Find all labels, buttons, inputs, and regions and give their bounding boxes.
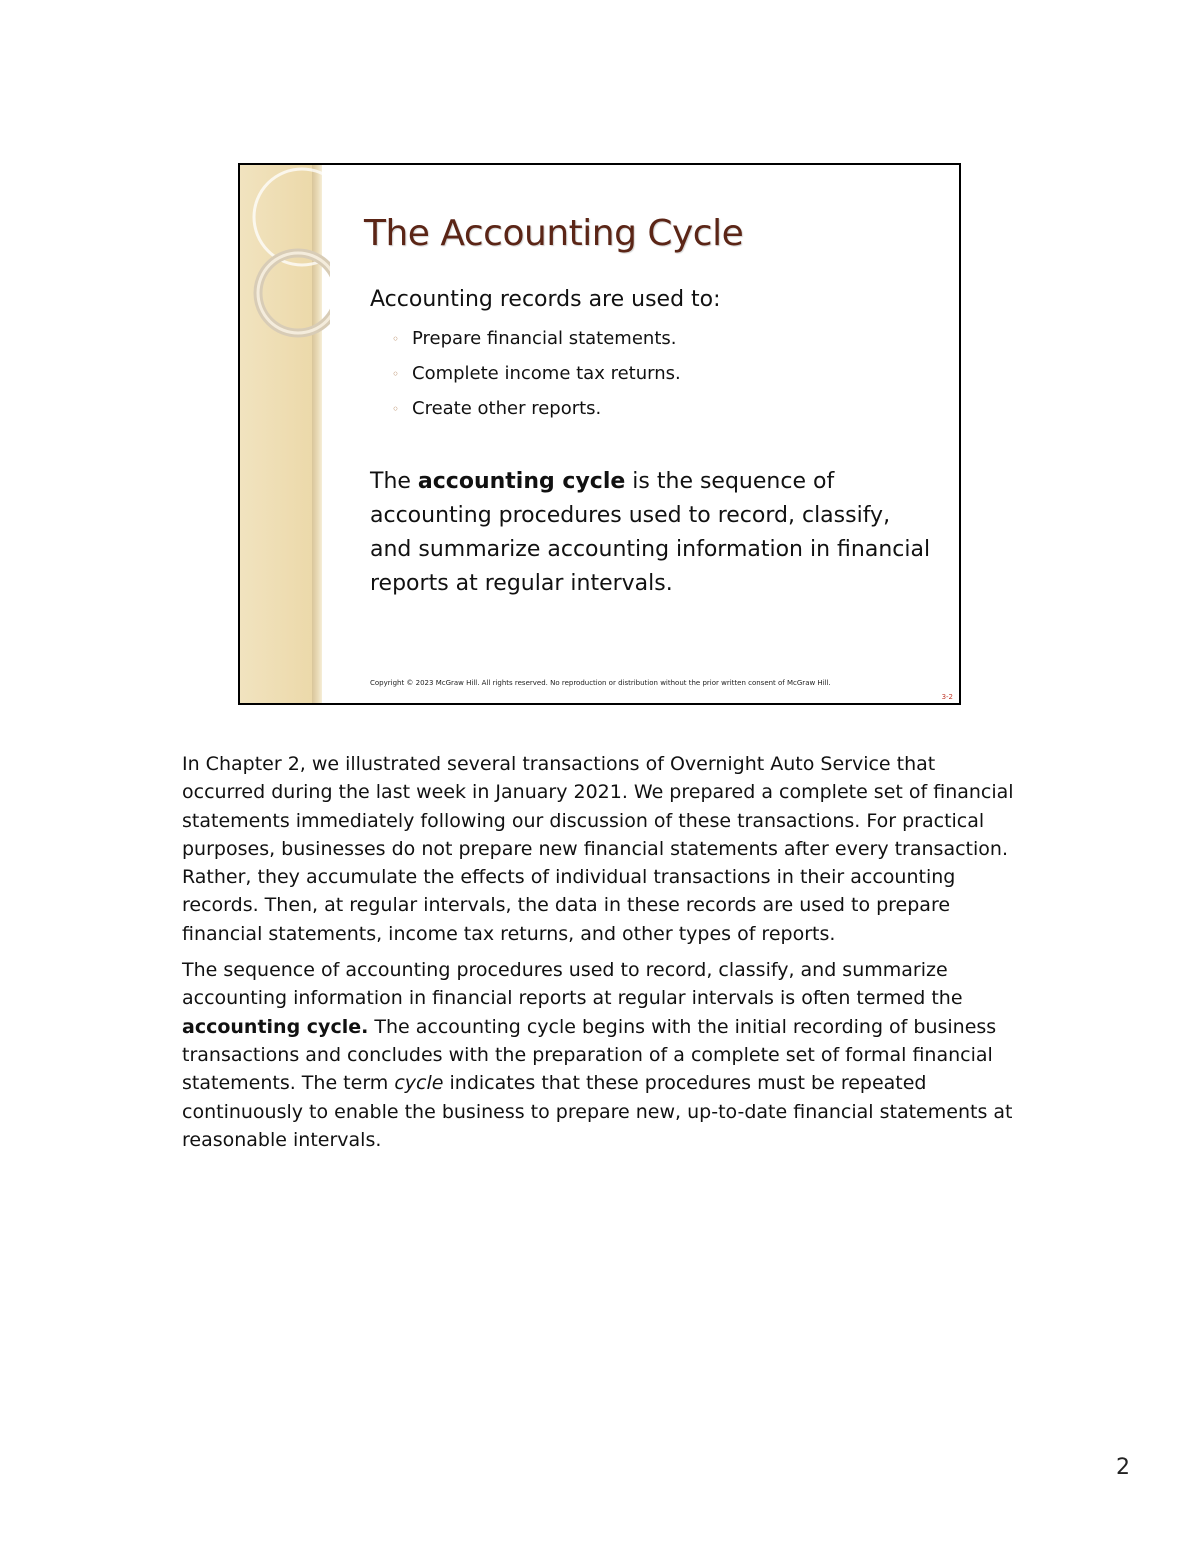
definition-prefix: The <box>370 469 418 494</box>
notes-line-pre: statements. The term <box>182 1072 395 1095</box>
notes-line: financial statements, income tax returns, and other types of reports. <box>182 922 836 945</box>
definition-line: reports at regular intervals. <box>370 571 673 596</box>
term-accounting-cycle: accounting cycle. <box>182 1015 369 1038</box>
notes-line: statements immediately following our discussion of these transactions. For practical <box>182 809 985 832</box>
bullet-ring-icon: ◦ <box>392 367 400 381</box>
notes-paragraph <box>182 750 1032 948</box>
slide-bullet-item <box>392 327 681 362</box>
notes-line-rest: The accounting cycle begins with the initial recording of business <box>368 1015 997 1038</box>
slide-number: 3-2 <box>941 693 953 701</box>
slide-bullet-text: Complete income tax returns. <box>412 363 681 384</box>
notes-line: Rather, they accumulate the effects of individual transactions in their accounting <box>182 866 956 889</box>
slide-title: The Accounting Cycle <box>364 213 744 254</box>
notes-body <box>182 750 1032 1162</box>
slide-thumbnail <box>238 163 961 705</box>
notes-line: In Chapter 2, we illustrated several transactions of Overnight Auto Service that <box>182 753 936 775</box>
notes-line: transactions and concludes with the preparation of a complete set of formal financial <box>182 1043 993 1066</box>
slide-bullet-item <box>392 362 681 397</box>
slide-bullet-text: Prepare financial statements. <box>412 328 677 349</box>
definition-line: accounting procedures used to record, classify, <box>370 503 891 528</box>
notes-line: reasonable intervals. <box>182 1128 382 1151</box>
bullet-ring-icon: ◦ <box>392 332 400 346</box>
notes-line-post: indicates that these procedures must be repeated <box>443 1072 927 1095</box>
slide-bullet-item <box>392 397 681 432</box>
definition-line: and summarize accounting information in financial <box>370 537 931 562</box>
definition-line: is the sequence of <box>625 469 835 494</box>
slide-bullet-text: Create other reports. <box>412 398 602 419</box>
slide-copyright: Copyright © 2023 McGraw Hill. All rights reserved. No reproduction or distribution without the prior written consent of McGraw Hill. <box>370 679 831 687</box>
notes-line <box>182 1013 1032 1041</box>
slide-bullet-list <box>392 327 681 432</box>
bullet-ring-icon: ◦ <box>392 402 400 416</box>
notes-line: occurred during the last week in January 2021. We prepared a complete set of financial <box>182 781 1014 804</box>
decorative-circles-icon <box>240 165 330 365</box>
term-cycle: cycle <box>394 1072 444 1095</box>
page-number: 2 <box>1116 1455 1130 1480</box>
definition-term: accounting cycle <box>417 469 626 494</box>
slide-lead-text: Accounting records are used to: <box>370 287 721 312</box>
notes-line <box>182 1069 1032 1097</box>
notes-paragraph <box>182 956 1032 1154</box>
notes-line: accounting information in financial reports at regular intervals is often termed the <box>182 987 963 1010</box>
notes-line: records. Then, at regular intervals, the data in these records are used to prepare <box>182 894 951 917</box>
notes-line: continuously to enable the business to prepare new, up-to-date financial statements at <box>182 1100 1013 1123</box>
notes-line: The sequence of accounting procedures used to record, classify, and summarize <box>182 959 948 982</box>
slide-definition <box>370 465 950 601</box>
notes-line: purposes, businesses do not prepare new financial statements after every transaction. <box>182 837 1008 860</box>
